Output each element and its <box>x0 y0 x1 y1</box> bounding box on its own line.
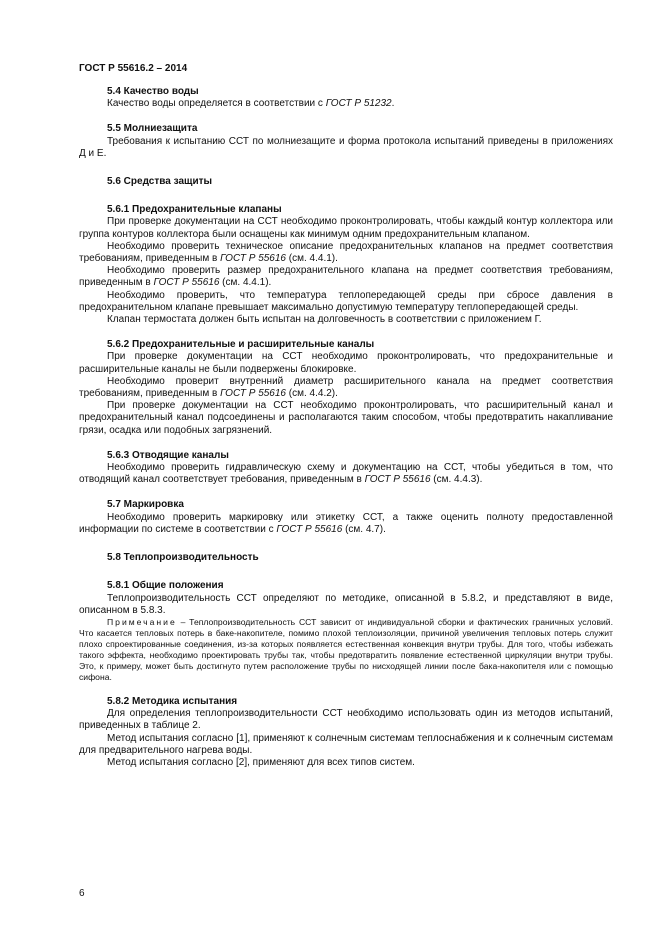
standard-reference: ГОСТ Р 55616 <box>276 523 343 535</box>
standard-reference: ГОСТ Р 55616 <box>364 474 431 486</box>
section-heading-5-6-3: 5.6.3 Отводящие каналы <box>107 449 229 461</box>
standard-reference: ГОСТ Р 51232 <box>325 98 392 110</box>
text: Качество воды определяется в соответствии с <box>107 98 326 110</box>
section-heading-5-7: 5.7 Маркировка <box>107 499 184 511</box>
document-body <box>79 86 613 769</box>
note <box>79 617 613 683</box>
text: Необходимо проверит внутренний диаметр расширительного канала на предмет соответствия требованиям, приведенным в <box>79 375 613 400</box>
paragraph: При проверке документации на ССТ необходимо проконтролировать, что предохранительные и расширительные каналы не были подвержены блокировке. <box>79 351 613 375</box>
text: Необходимо проверить техническое описание предохранительных клапанов на предмет соответствия требованиям, приведенным в <box>79 240 613 265</box>
paragraph: При проверке документации на ССТ необходимо проконтролировать, что расширительный канал и предохранительный канал подсоединены и располагаются таким способом, чтобы предотвратить накапливание грязи, осадка или подобных загрязнений. <box>79 400 613 436</box>
paragraph: Необходимо проверить, что температура теплопередающей среды при сбросе давления в предохранительном клапане превышает максимально допустимую температуру теплопередающей среды. <box>79 289 613 313</box>
section-heading-5-6-1: 5.6.1 Предохранительные клапаны <box>107 204 282 216</box>
text: (см. 4.4.3). <box>430 474 483 486</box>
paragraph: Метод испытания согласно [1], применяют к солнечным системам теплоснабжения и к солнечным системам для предварительного нагрева воды. <box>79 732 613 756</box>
text: Необходимо проверить гидравлическую схему и документацию на ССТ, чтобы убедиться в том, что отводящий канал соответствует требования, приведенным в <box>79 462 613 486</box>
note-label: Примечание <box>107 616 177 627</box>
paragraph: Требования к испытанию ССТ по молниезащите и форма протокола испытаний приведены в приложениях Д и Е. <box>79 135 613 159</box>
paragraph: Для определения теплопроизводительности ССТ необходимо использовать один из методов испытаний, приведенных в таблице 2. <box>79 708 613 732</box>
page-number: 6 <box>79 888 85 899</box>
section-heading-5-6-2: 5.6.2 Предохранительные и расширительные каналы <box>107 339 375 351</box>
paragraph <box>79 376 613 400</box>
document-header: ГОСТ Р 55616.2 – 2014 <box>79 63 188 74</box>
section-heading-5-8: 5.8 Теплопроизводительность <box>107 552 259 564</box>
section-heading-5-8-1: 5.8.1 Общие положения <box>107 580 224 592</box>
note-text: – Теплопроизводительность ССТ зависит от индивидуальной сборки и фактических граничных условий. Что касается тепловых потерь в баке-накопителе, помимо плохой теплоизоляции, причиной увеличения тепловых потерь служит плохо спроектированные соединения, из-за которых появляется естественная конвекция внутри трубы. Для того, чтобы избежать такого эффекта, необходимо проектировать трубы так, чтобы предотвратить появление естественной циркуляции внутри трубы. Это, к примеру, может быть достигнуто путем расположение трубы по нисходящей линии после бака-накопителя или с помощью сифона. <box>79 616 613 682</box>
text: (см. 4.7). <box>342 523 386 535</box>
paragraph: Клапан термостата должен быть испытан на долговечность в соответствии с приложением Г. <box>107 314 542 326</box>
text: Необходимо проверить размер предохранительного клапана на предмет соответствия требованиям, приведенным в <box>79 265 613 289</box>
standard-reference: ГОСТ Р 55616 <box>220 388 286 400</box>
section-heading-5-4: 5.4 Качество воды <box>107 86 199 97</box>
section-heading-5-5: 5.5 Молниезащита <box>107 123 198 135</box>
paragraph: Теплопроизводительность ССТ определяют по методике, описанной в 5.8.2, и представляют в виде, описанном в 5.8.3. <box>79 592 613 616</box>
text: . <box>391 98 395 110</box>
paragraph: При проверке документации на ССТ необходимо проконтролировать, чтобы каждый контур коллектора или группа контуров коллектора были оснащены как минимум одним предохранительным клапаном. <box>79 216 613 240</box>
text: (см. 4.4.2). <box>286 388 338 400</box>
section-heading-5-6: 5.6 Средства защиты <box>107 176 213 188</box>
standard-reference: ГОСТ Р 55616 <box>220 253 286 265</box>
text: (см. 4.4.1). <box>219 277 272 289</box>
text: (см. 4.4.1). <box>286 253 338 265</box>
text: Необходимо проверить маркировку или этикетку ССТ, а также оценить полноту предоставленной информации по системе в соответствии с <box>79 511 613 535</box>
paragraph <box>79 241 613 265</box>
paragraph: Метод испытания согласно [2], применяют для всех типов систем. <box>107 756 415 768</box>
paragraph <box>79 265 613 289</box>
paragraph <box>79 98 613 110</box>
standard-reference: ГОСТ Р 55616 <box>153 277 220 289</box>
paragraph <box>79 462 613 486</box>
section-heading-5-8-2: 5.8.2 Методика испытания <box>107 695 238 707</box>
paragraph <box>79 512 613 536</box>
